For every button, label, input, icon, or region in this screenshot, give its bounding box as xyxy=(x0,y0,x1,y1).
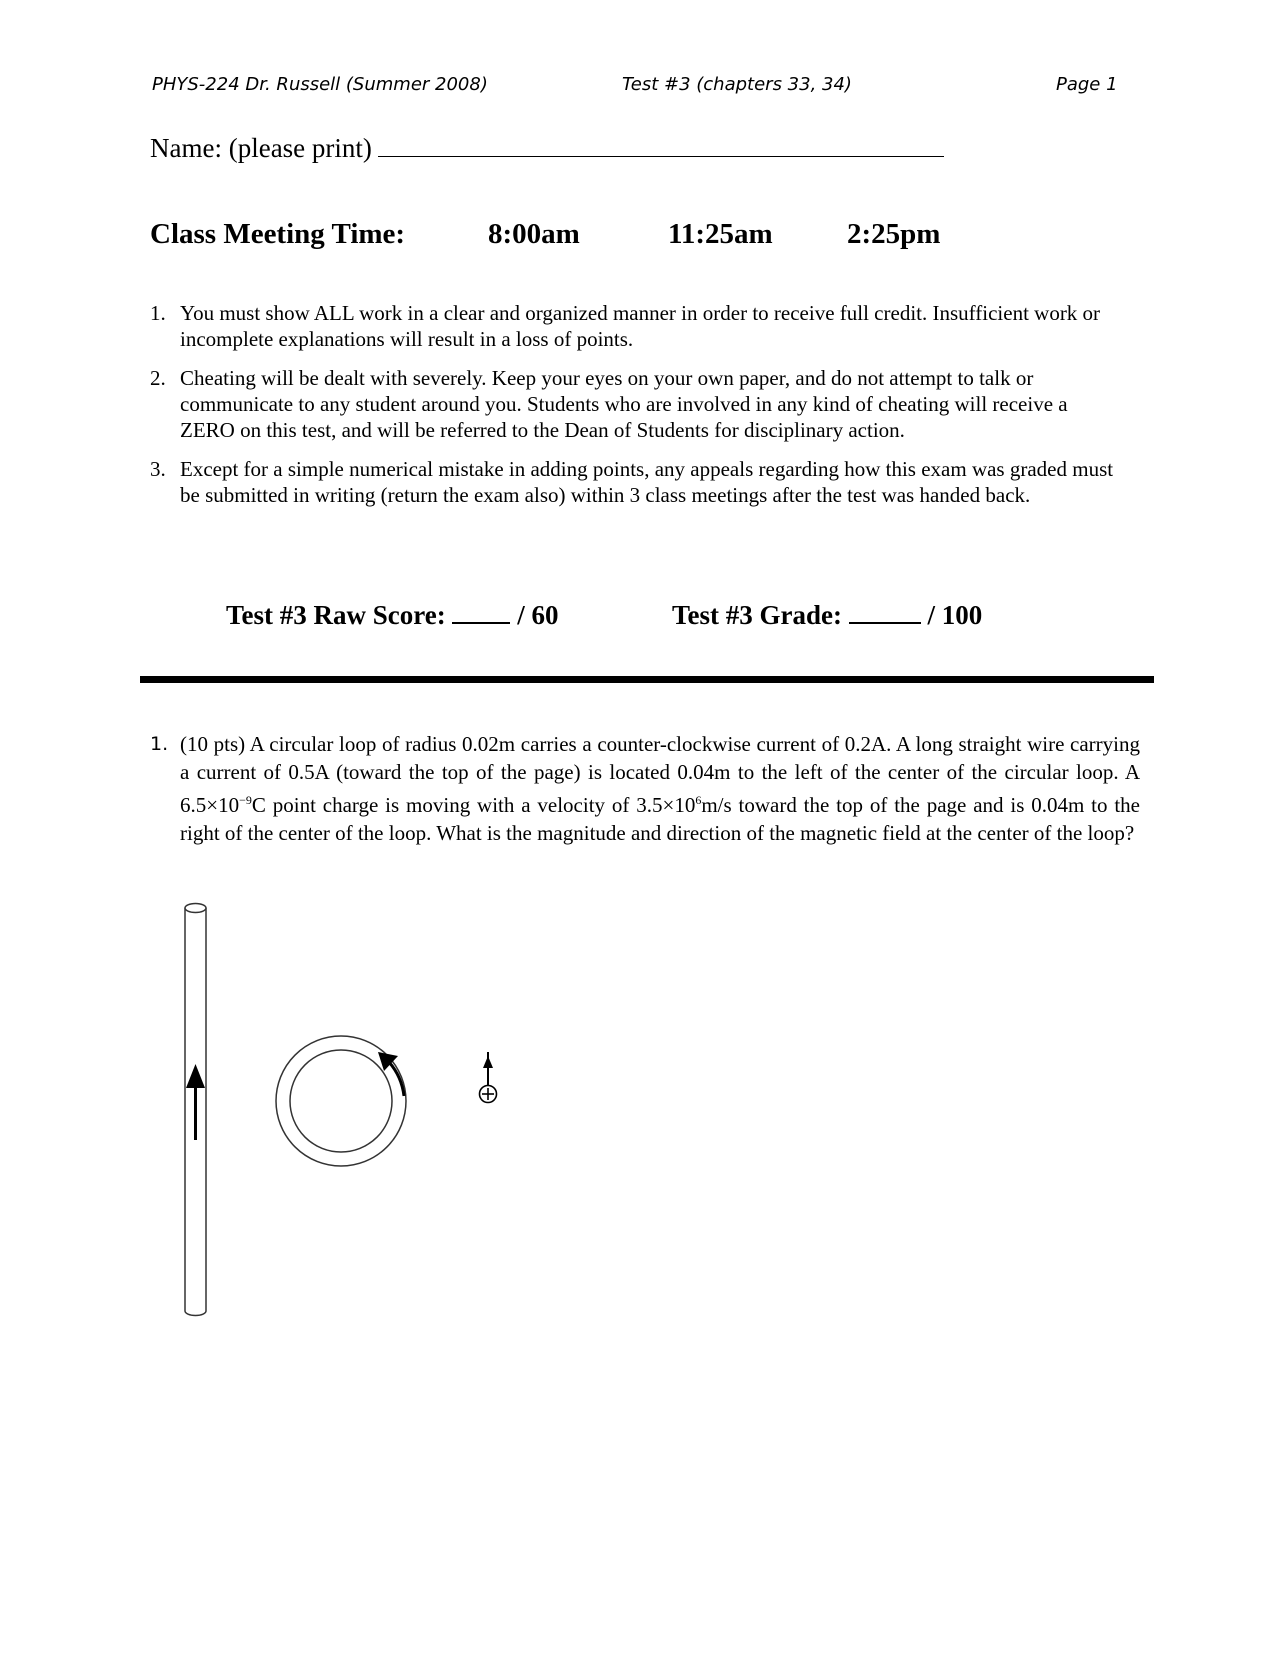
name-label: Name: (please print) xyxy=(150,133,372,163)
instruction-number: 1. xyxy=(150,301,166,325)
raw-score-label: Test #3 Raw Score: xyxy=(226,600,446,630)
header-test: Test #3 (chapters 33, 34) xyxy=(622,74,852,95)
header-page: Page 1 xyxy=(1056,74,1118,95)
wire-current-arrow-icon xyxy=(186,1064,205,1140)
point-charge-icon xyxy=(480,1052,497,1103)
class-time-option[interactable]: 8:00am xyxy=(488,218,580,250)
class-time-option[interactable]: 11:25am xyxy=(668,218,773,250)
class-time-option[interactable]: 2:25pm xyxy=(847,218,941,250)
instruction-text: Cheating will be dealt with severely. Keep your eyes on your own paper, and do not attempt to talk or communicate to any student around you. Students who are involved in any kind of cheating will receive a ZERO on this test, and will be referred to the Dean of Students for disciplinary action. xyxy=(180,366,1068,442)
grade-label: Test #3 Grade: xyxy=(672,600,842,630)
instruction-number: 2. xyxy=(150,366,166,390)
problem-text: (10 pts) A circular loop of radius 0.02m carries a counter-clockwise current of 0.2A. A long straight wire carrying a current of 0.5A (toward the top of the page) is located 0.04m to the left of the center of the circular loop. A $6.5\times 10^{-9}C$ point charge is moving with a velocity of $3.5\times 10^6m/s$ toward the top of the page and is 0.04m to the right of the center of the loop. What is the magnitude and direction of the magnetic field at the center of the loop? xyxy=(180,732,1140,845)
header-course: PHYS-224 Dr. Russell (Summer 2008) xyxy=(152,74,488,95)
instruction-text: Except for a simple numerical mistake in adding points, any appeals regarding how this exam was graded must be submitted in writing (return the exam also) within 3 class meetings after the test was handed back. xyxy=(180,457,1114,507)
charge-value: $6.5\times 10^{-9}C$ xyxy=(180,793,266,817)
instruction-number: 3. xyxy=(150,457,166,481)
instruction-text: You must show ALL work in a clear and organized manner in order to receive full credit. Insufficient work or incomplete explanations will result in a loss of points. xyxy=(180,301,1101,351)
raw-score-total: / 60 xyxy=(517,600,559,630)
velocity-value: $3.5\times 10^6m/s$ xyxy=(636,793,732,817)
class-meeting-label: Class Meeting Time: xyxy=(150,218,406,250)
grade-total: / 100 xyxy=(927,600,983,630)
problem-number: 1. xyxy=(150,733,169,755)
